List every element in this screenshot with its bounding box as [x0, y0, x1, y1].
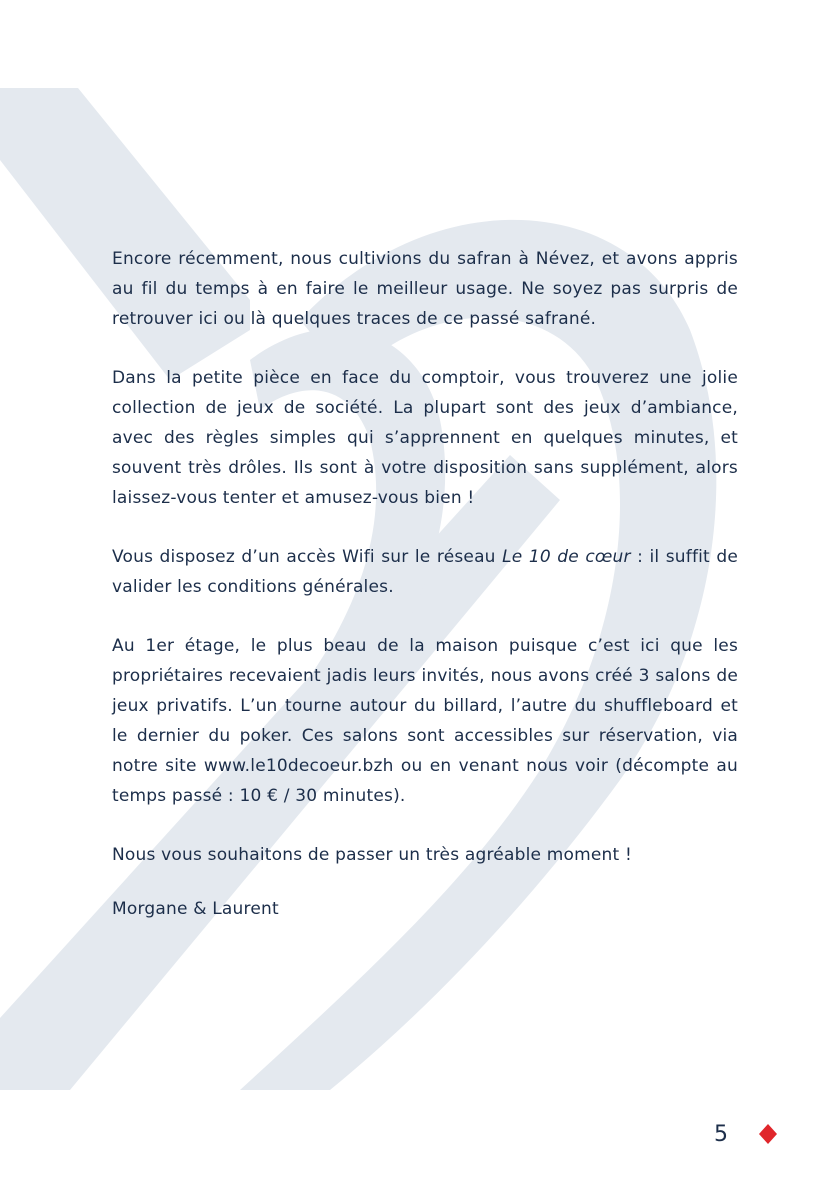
letter-body	[112, 244, 738, 924]
paragraph-wishes	[112, 840, 738, 870]
paragraph-wifi	[112, 542, 738, 602]
paragraph-safran	[112, 244, 738, 334]
paragraph-games	[112, 363, 738, 513]
paragraph-wifi-text-start: Vous disposez d’un accès Wifi sur le réseau	[112, 547, 503, 567]
paragraph-safran-text: Encore récemment, nous cultivions du safran à Névez, et avons appris au fil du temps à en faire le meilleur usage. Ne soyez pas surpris de retrouver ici ou là quelques traces de ce passé safrané.	[112, 249, 738, 329]
page-footer	[714, 1116, 778, 1152]
paragraph-wishes-text: Nous vous souhaitons de passer un très agréable moment !	[112, 845, 632, 865]
paragraph-games-text: Dans la petite pièce en face du comptoir, vous trouverez une jolie collection de jeux de société. La plupart sont des jeux d’ambiance, avec des règles simples qui s’apprennent en quelques minutes, et souvent très drôles. Ils sont à votre disposition sans supplément, alors laissez-vous tenter et amusez-vous bien !	[112, 368, 738, 508]
signature	[112, 894, 738, 924]
paragraph-private-rooms	[112, 631, 738, 811]
signature-text: Morgane & Laurent	[112, 899, 279, 919]
wifi-network-name: Le 10 de cœur	[502, 547, 631, 567]
diamond-suit-icon	[758, 1124, 778, 1144]
paragraph-private-rooms-text: Au 1er étage, le plus beau de la maison puisque c’est ici que les propriétaires recevaient jadis leurs invités, nous avons créé 3 salons de jeux privatifs. L’un tourne autour du billard, l’autre du shuffleboard et le dernier du poker. Ces salons sont accessibles sur réservation, via notre site www.le10decoeur.bzh ou en venant nous voir (décompte au temps passé : 10 € / 30 minutes).	[112, 636, 738, 806]
page-number: 5	[714, 1121, 728, 1147]
paragraph-wifi-text-end: : il suffit de valider les conditions générales.	[112, 547, 738, 597]
